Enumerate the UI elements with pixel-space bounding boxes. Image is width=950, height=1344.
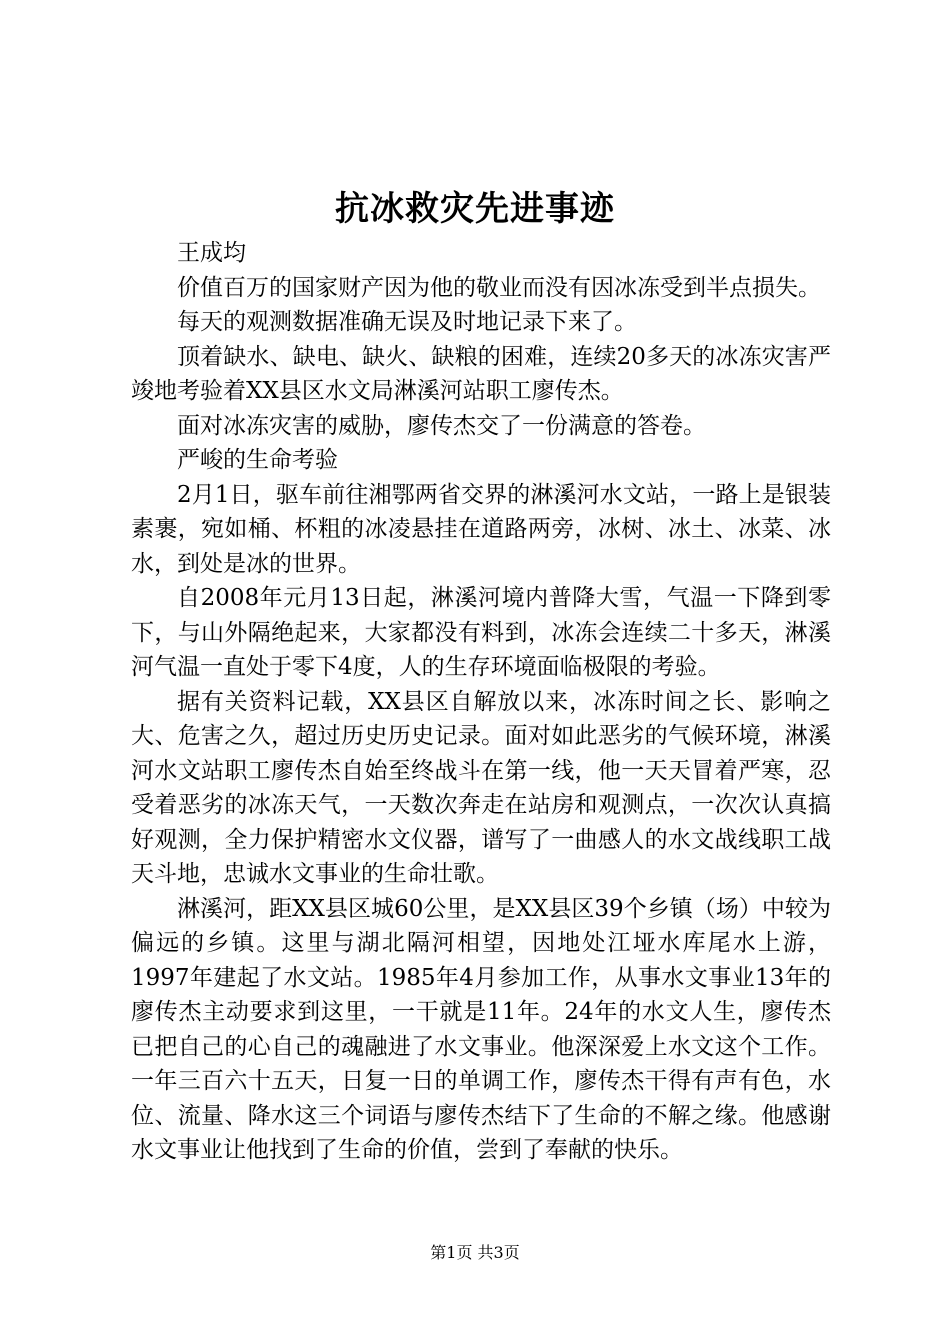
page-footer: 第1页 共3页: [430, 1243, 520, 1262]
paragraph: 据有关资料记载，XX县区自解放以来，冰冻时间之长、影响之大、危害之久，超过历史历史记录。面对如此恶劣的气候环境，淋溪河水文站职工廖传杰自始至终战斗在第一线，他一天天冒着严寒，忍受着恶劣的冰冻天气，一天数次奔走在站房和观测点，一次次认真搞好观测，全力保护精密水文仪器，谱写了一曲感人的水文战线职工战天斗地，忠诚水文事业的生命壮歌。: [131, 688, 831, 887]
section-heading: 严峻的生命考验: [177, 447, 338, 473]
document-title: 抗冰救灾先进事迹: [335, 189, 615, 229]
paragraph: 面对冰冻灾害的威胁，廖传杰交了一份满意的答卷。: [177, 412, 706, 439]
paragraph: 2月1日，驱车前往湘鄂两省交界的淋溪河水文站，一路上是银装素裹，宛如桶、杯粗的冰凌悬挂在道路两旁，冰树、冰土、冰菜、冰水，到处是冰的世界。: [131, 481, 831, 577]
paragraph: 淋溪河，距XX县区城60公里，是XX县区39个乡镇（场）中较为偏远的乡镇。这里与湖北隔河相望，因地处江垭水库尾水上游，1997年建起了水文站。1985年4月参加工作，从事水文事业13年的廖传杰主动要求到这里，一干就是11年。24年的水文人生，廖传杰已把自己的心自己的魂融进了水文事业。他深深爱上水文这个工作。一年三百六十五天，日复一日的单调工作，廖传杰干得有声有色，水位、流量、降水这三个词语与廖传杰结下了生命的不解之缘。他感谢水文事业让他找到了生命的价值，尝到了奉献的快乐。: [131, 895, 831, 1163]
document-body: [131, 236, 831, 1168]
author-line: 王成均: [177, 240, 246, 266]
paragraph: 自2008年元月13日起，淋溪河境内普降大雪，气温一下降到零下，与山外隔绝起来，大家都没有料到，冰冻会连续二十多天，淋溪河气温一直处于零下4度，人的生存环境面临极限的考验。: [131, 585, 831, 680]
paragraph: 顶着缺水、缺电、缺火、缺粮的困难，连续20多天的冰冻灾害严竣地考验着XX县区水文局淋溪河站职工廖传杰。: [131, 343, 831, 404]
paragraph: 价值百万的国家财产因为他的敬业而没有因冰冻受到半点损失。: [177, 274, 821, 301]
paragraph: 每天的观测数据准确无误及时地记录下来了。: [177, 309, 637, 335]
